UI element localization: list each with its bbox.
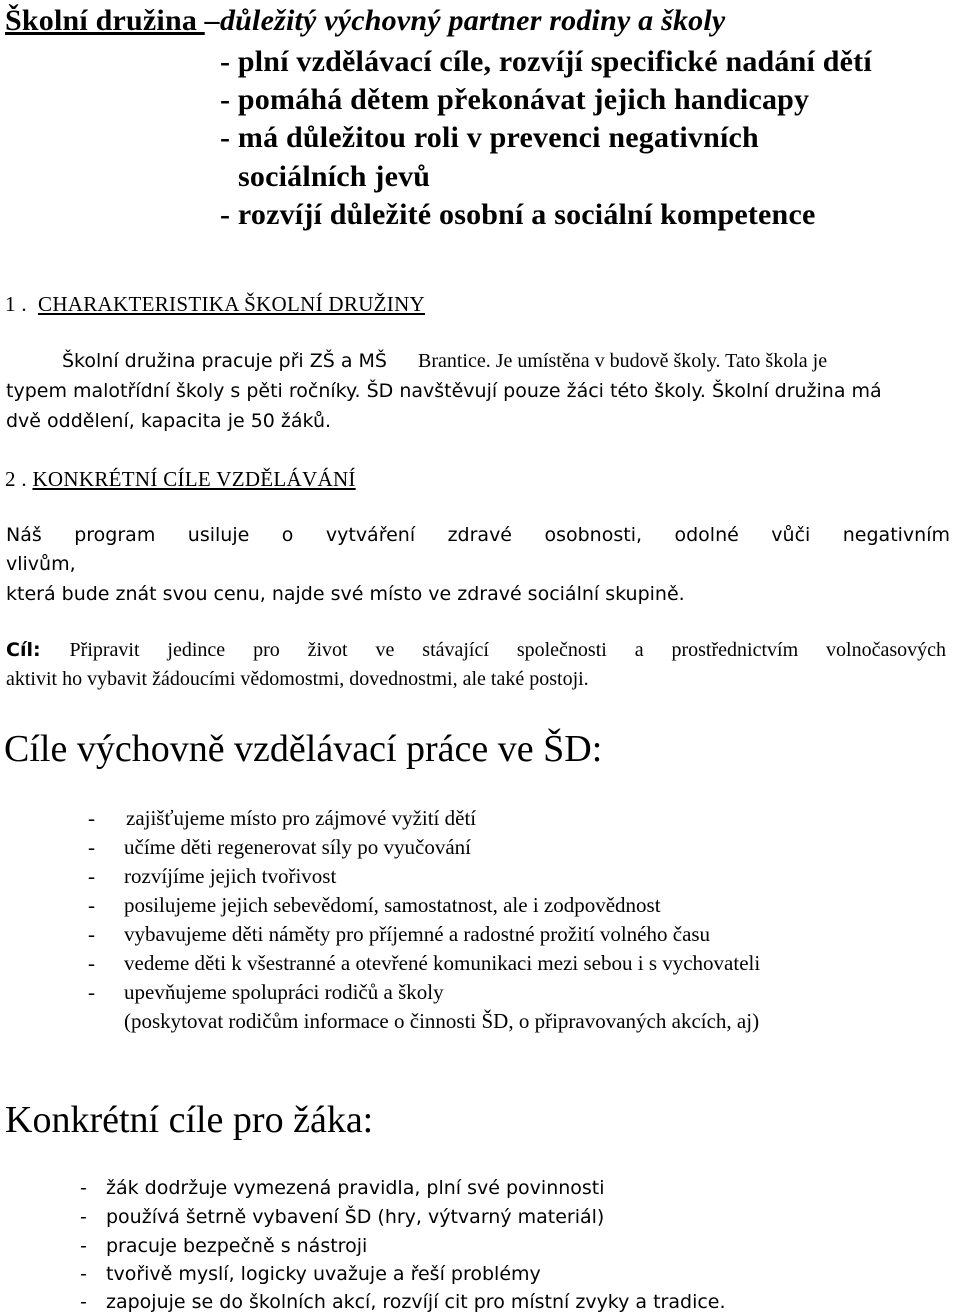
section1-line: dvě oddělení, kapacita je 50 žáků. [6,410,332,432]
goal-label: Cíl: [6,639,41,661]
list-item-text: pracuje bezpečně s nástroji [106,1235,368,1257]
list-item-text: upevňujeme spolupráci rodičů a školy [124,980,444,1004]
section2-title: KONKRÉTNÍ CÍLE VZDĚLÁVÁNÍ [32,467,356,491]
list-item-text: zapojuje se do školních akcí, rozvíjí cit pro místní zvyky a tradice. [106,1291,726,1313]
list-dash: - [80,1177,87,1199]
list-item [80,1206,940,1234]
list-item [88,835,948,863]
pupil-goals-heading: Konkrétní cíle pro žáka: [5,1099,374,1141]
list-dash: - [80,1206,87,1228]
list-dash: - [88,806,95,830]
title-rest: –důležitý výchovný partner rodiny a školy [204,4,726,37]
list-dash: - [80,1235,87,1257]
title-line: - pomáhá dětem překonávat jejich handicapy [220,83,810,116]
list-item-text: posilujeme jejich sebevědomí, samostatnost, ale i zodpovědnost [124,893,661,917]
document-title [5,4,725,38]
list-item [88,951,948,979]
list-item-text: žák dodržuje vymezená pravidla, plní své povinnosti [106,1177,605,1199]
list-item [88,980,948,1008]
section2-paragraph-line: Náš program usiluje o vytváření zdravé osobnosti, odolné vůči negativním [6,524,950,546]
list-item-text: používá šetrně vybavení ŠD (hry, výtvarný materiál) [106,1206,605,1228]
goal-text: Připravit jedince pro život ve stávající společnosti a prostřednictvím volnočasových [69,639,946,661]
list-dash: - [88,864,95,888]
section1-number: 1 . [5,292,27,316]
list-item-text: vybavujeme děti náměty pro příjemné a radostné prožití volného času [124,922,711,946]
list-dash: - [80,1263,87,1285]
list-item [88,922,948,950]
list-item [88,893,948,921]
section1-line: typem malotřídní školy s pěti ročníky. ŠD navštěvují pouze žáci této školy. Školní družina má [6,380,882,402]
section1-title: CHARAKTERISTIKA ŠKOLNÍ DRUŽINY [38,292,426,316]
list-item [80,1177,940,1205]
list-item-text: učíme děti regenerovat síly po vyučování [124,835,471,859]
section2-paragraph-line: vlivům, [6,553,76,575]
section1-line: Brantice. Je umístěna v budově školy. Tato škola je [418,350,828,372]
title-line: - plní vzdělávací cíle, rozvíjí specifické nadání dětí [220,45,872,78]
section1-heading [5,292,425,317]
educational-goals-heading: Cíle výchovně vzdělávací práce ve ŠD: [4,728,603,770]
list-item [88,864,948,892]
list-dash: - [88,980,95,1004]
list-dash: - [88,893,95,917]
title-underlined: Školní družina [5,4,205,37]
title-line: - rozvíjí důležité osobní a sociální kompetence [220,198,816,231]
list-dash: - [88,835,95,859]
list-item-text: zajišťujeme místo pro zájmové vyžití dětí [126,806,477,830]
section2-heading [5,467,356,492]
list-dash: - [88,922,95,946]
list-item-text: tvořivě myslí, logicky uvažuje a řeší problémy [106,1263,541,1285]
list-item [80,1263,940,1291]
list-item [88,806,948,834]
list-item-text: vedeme děti k všestranné a otevřené komunikaci mezi sebou i s vychovateli [124,951,761,975]
list-item [80,1235,940,1263]
title-line: sociálních jevů [238,160,431,193]
section1-line: Školní družina pracuje při ZŠ a MŠ [62,350,387,372]
section2-paragraph-line: která bude znát svou cenu, najde své místo ve zdravé sociální skupině. [6,583,685,605]
list-item [80,1291,940,1316]
list-dash: - [80,1291,87,1313]
list-item-continuation: (poskytovat rodičům informace o činnosti ŠD, o připravovaných akcích, aj) [124,1009,760,1033]
title-line: - má důležitou roli v prevenci negativních [220,121,759,154]
goal-line [6,639,946,662]
section2-number: 2 . [5,467,27,491]
list-item-text: rozvíjíme jejich tvořivost [124,864,337,888]
list-dash: - [88,951,95,975]
goal-line: aktivit ho vybavit žádoucími vědomostmi, dovednostmi, ale také postoji. [6,668,589,690]
